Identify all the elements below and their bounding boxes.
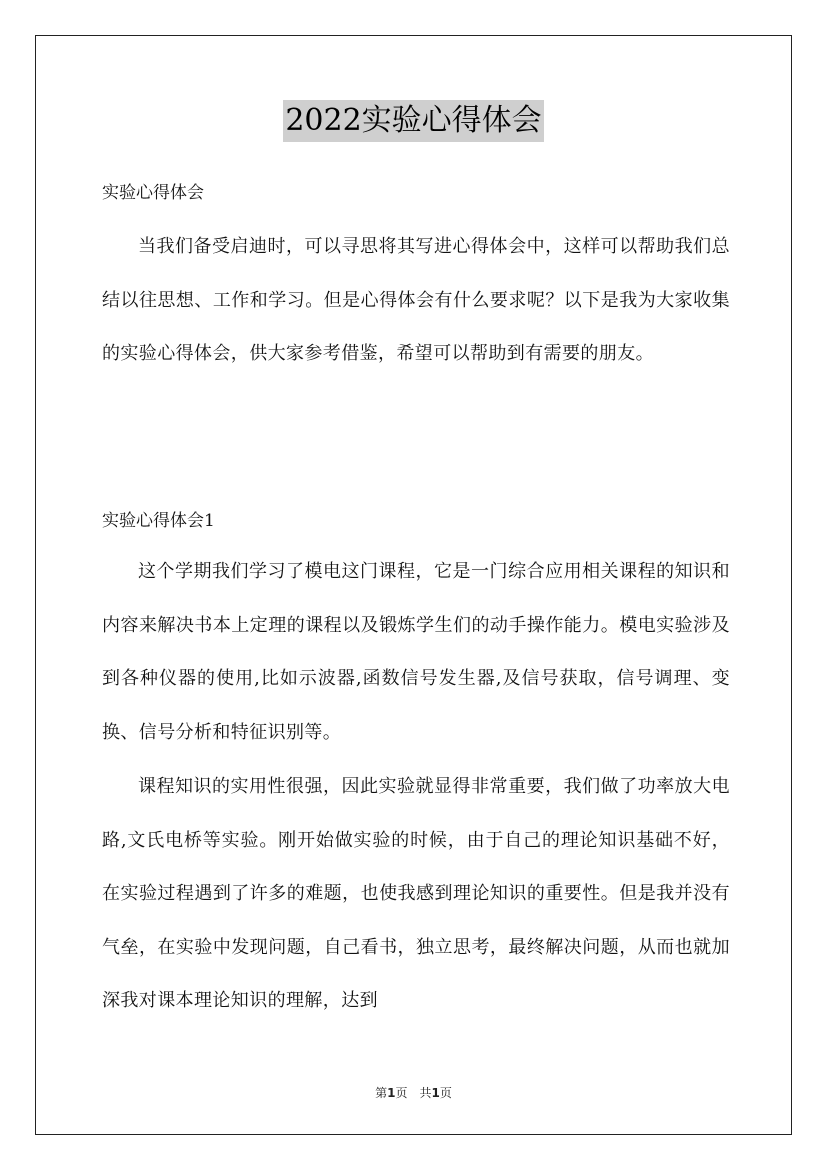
footer-page-total: 1 [431,1086,440,1100]
section-heading-1: 实验心得体会1 [102,511,215,531]
intro-paragraph: 当我们备受启迪时，可以寻思将其写进心得体会中，这样可以帮助我们总结以往思想、工作和学习。但是心得体会有什么要求呢？以下是我为大家收集的实验心得体会，供大家参考借鉴，希望可以帮助到有需要的朋友。 [102,236,730,364]
footer-page-current: 1 [387,1086,396,1100]
footer-page-prefix: 第 [375,1086,388,1100]
paragraph-1: 这个学期我们学习了模电这门课程，它是一门综合应用相关课程的知识和内容来解决书本上定理的课程以及锻炼学生们的动手操作能力。模电实验涉及到各种仪器的使用,比如示波器,函数信号发生器,及信号获取，信号调理、变换、信号分析和特征识别等。 [102,561,730,743]
footer-page-mid: 页 共 [395,1086,432,1100]
document-title: 2022实验心得体会 [283,100,543,142]
page-footer [0,1084,827,1101]
title-container [0,100,827,142]
section-heading-intro: 实验心得体会 [102,183,204,203]
footer-page-suffix: 页 [439,1086,452,1100]
paragraph-2: 课程知识的实用性很强，因此实验就显得非常重要，我们做了功率放大电路,文氏电桥等实验。刚开始做实验的时候，由于自己的理论知识基础不好，在实验过程遇到了许多的难题，也使我感到理论知识的重要性。但是我并没有气垒，在实验中发现问题，自己看书，独立思考，最终解决问题，从而也就加深我对课本理论知识的理解，达到 [102,776,730,1011]
